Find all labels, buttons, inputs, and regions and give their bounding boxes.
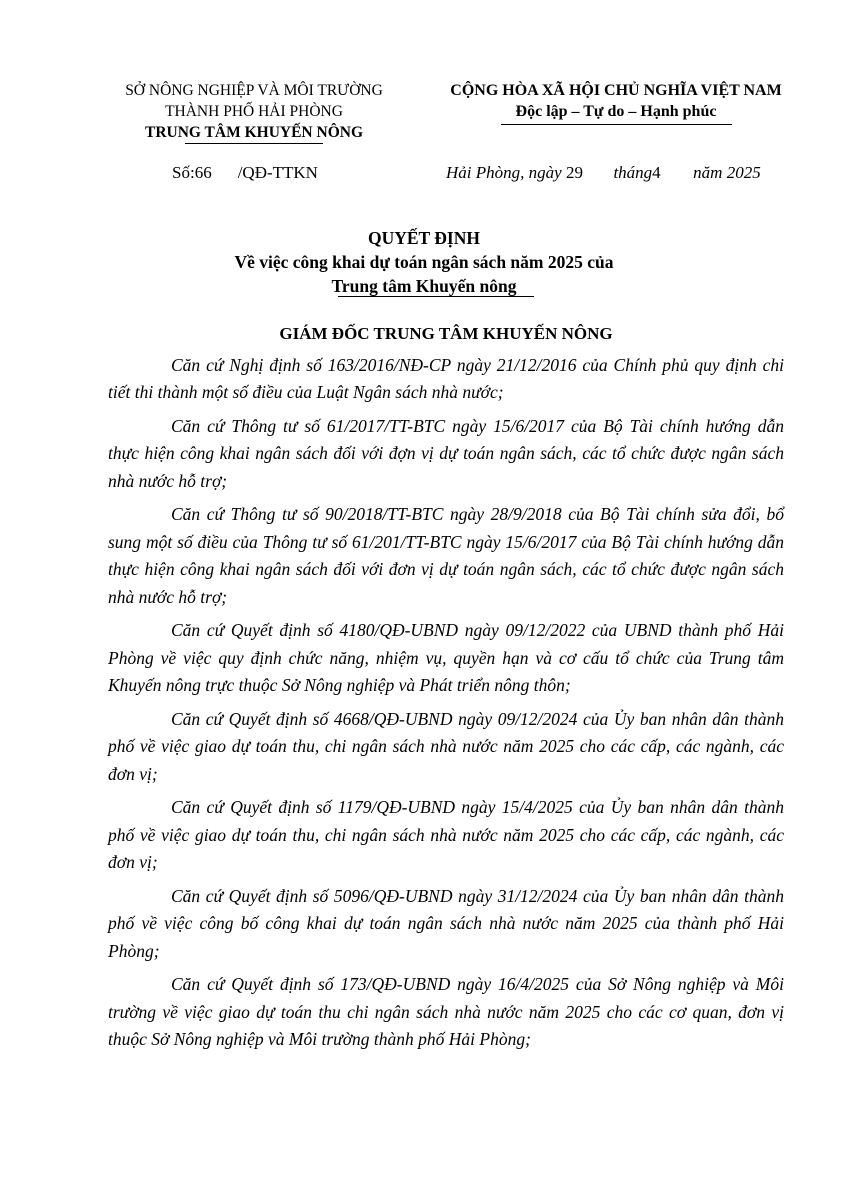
number-suffix: /QĐ-TTKN bbox=[237, 163, 318, 182]
decision-heading: QUYẾT ĐỊNH bbox=[368, 228, 480, 248]
motto-underline bbox=[501, 124, 732, 125]
date-month: 4 bbox=[652, 163, 661, 182]
country-name: CỘNG HÒA XÃ HỘI CHỦ NGHĨA VIỆT NAM bbox=[450, 82, 782, 99]
motto: Độc lập – Tự do – Hạnh phúc bbox=[515, 103, 717, 120]
legal-basis-paragraph: Căn cứ Quyết định số 173/QĐ-UBND ngày 16/4/2025 của Sở Nông nghiệp và Môi trường về việc giao dự toán thu chi ngân sách nhà nước năm 2025 cho các cơ quan, đơn vị thuộc Sở Nông nghiệp và Môi trường thành phố Hải Phòng; bbox=[108, 974, 784, 1049]
number-prefix: Số: bbox=[172, 163, 195, 182]
issue-date bbox=[446, 163, 761, 183]
date-place: Hải Phòng, ngày bbox=[446, 163, 562, 182]
issuing-agency-block bbox=[104, 80, 404, 143]
decision-subject-line2: Trung tâm Khuyến nông bbox=[331, 276, 517, 296]
legal-basis-paragraph: Căn cứ Thông tư số 90/2018/TT-BTC ngày 28/9/2018 của Bộ Tài chính sửa đổi, bổ sung một số điều của Thông tư số 61/201/TT-BTC ngày 15/6/2017 của Bộ Tài chính hướng dẫn thực hiện công khai ngân sách đối với đơn vị dự toán ngân sách, các tổ chức được ngân sách nhà nước hỗ trợ; bbox=[108, 504, 784, 607]
legal-basis-paragraph: Căn cứ Thông tư số 61/2017/TT-BTC ngày 15/6/2017 của Bộ Tài chính hướng dẫn thực hiện công khai ngân sách đối với đợn vị dự toán ngân sách, các tổ chức được ngân sách nhà nước hỗ trợ; bbox=[108, 415, 784, 491]
parent-agency-name: SỞ NÔNG NGHIỆP VÀ MÔI TRƯỜNG bbox=[125, 82, 383, 99]
legal-basis-paragraph: Căn cứ Nghị định số 163/2016/NĐ-CP ngày 21/12/2016 của Chính phủ quy định chi tiết thi thành một số điều của Luật Ngân sách nhà nước; bbox=[108, 354, 784, 402]
date-day: 29 bbox=[565, 163, 583, 182]
decision-title bbox=[0, 226, 848, 298]
number-value: 66 bbox=[194, 163, 212, 182]
legal-basis-paragraph: Căn cứ Quyết định số 5096/QĐ-UBND ngày 31/12/2024 của Ủy ban nhân dân thành phố về việc công bố công khai dự toán ngân sách nhà nước năm 2025 của thành phố Hải Phòng; bbox=[108, 885, 784, 961]
authority-heading: GIÁM ĐỐC TRUNG TÂM KHUYẾN NÔNG bbox=[279, 324, 613, 343]
document-number bbox=[172, 163, 318, 183]
legal-basis-paragraph: Căn cứ Quyết định số 4180/QĐ-UBND ngày 09/12/2022 của UBND thành phố Hải Phòng về việc quy định chức năng, nhiệm vụ, quyền hạn và cơ cấu tổ chức của Trung tâm Khuyến nông trực thuộc Sở Nông nghiệp và Phát triển nông thôn; bbox=[108, 620, 784, 695]
title-underline bbox=[338, 296, 534, 297]
decision-subject-line1: Về việc công khai dự toán ngân sách năm 2025 của bbox=[234, 252, 614, 272]
date-year: 2025 bbox=[726, 163, 761, 182]
agency-underline bbox=[185, 143, 323, 144]
national-motto-block bbox=[438, 80, 794, 122]
document-body bbox=[108, 320, 784, 1060]
legal-basis-paragraph: Căn cứ Quyết định số 4668/QĐ-UBND ngày 09/12/2024 của Ủy ban nhân dân thành phố về việc giao dự toán thu, chi ngân sách nhà nước năm 2025 cho các cấp, các ngành, các đơn vị; bbox=[108, 708, 784, 784]
agency-name: TRUNG TÂM KHUYẾN NÔNG bbox=[144, 124, 363, 141]
date-year-label: năm bbox=[693, 163, 723, 182]
city-name: THÀNH PHỐ HẢI PHÒNG bbox=[165, 103, 343, 120]
date-month-label: tháng bbox=[613, 163, 653, 182]
legal-basis-paragraph: Căn cứ Quyết định số 1179/QĐ-UBND ngày 15/4/2025 của Ủy ban nhân dân thành phố về việc giao dự toán thu, chi ngân sách nhà nước năm 2025 cho các cấp, các ngành, các đơn vị; bbox=[108, 797, 784, 872]
